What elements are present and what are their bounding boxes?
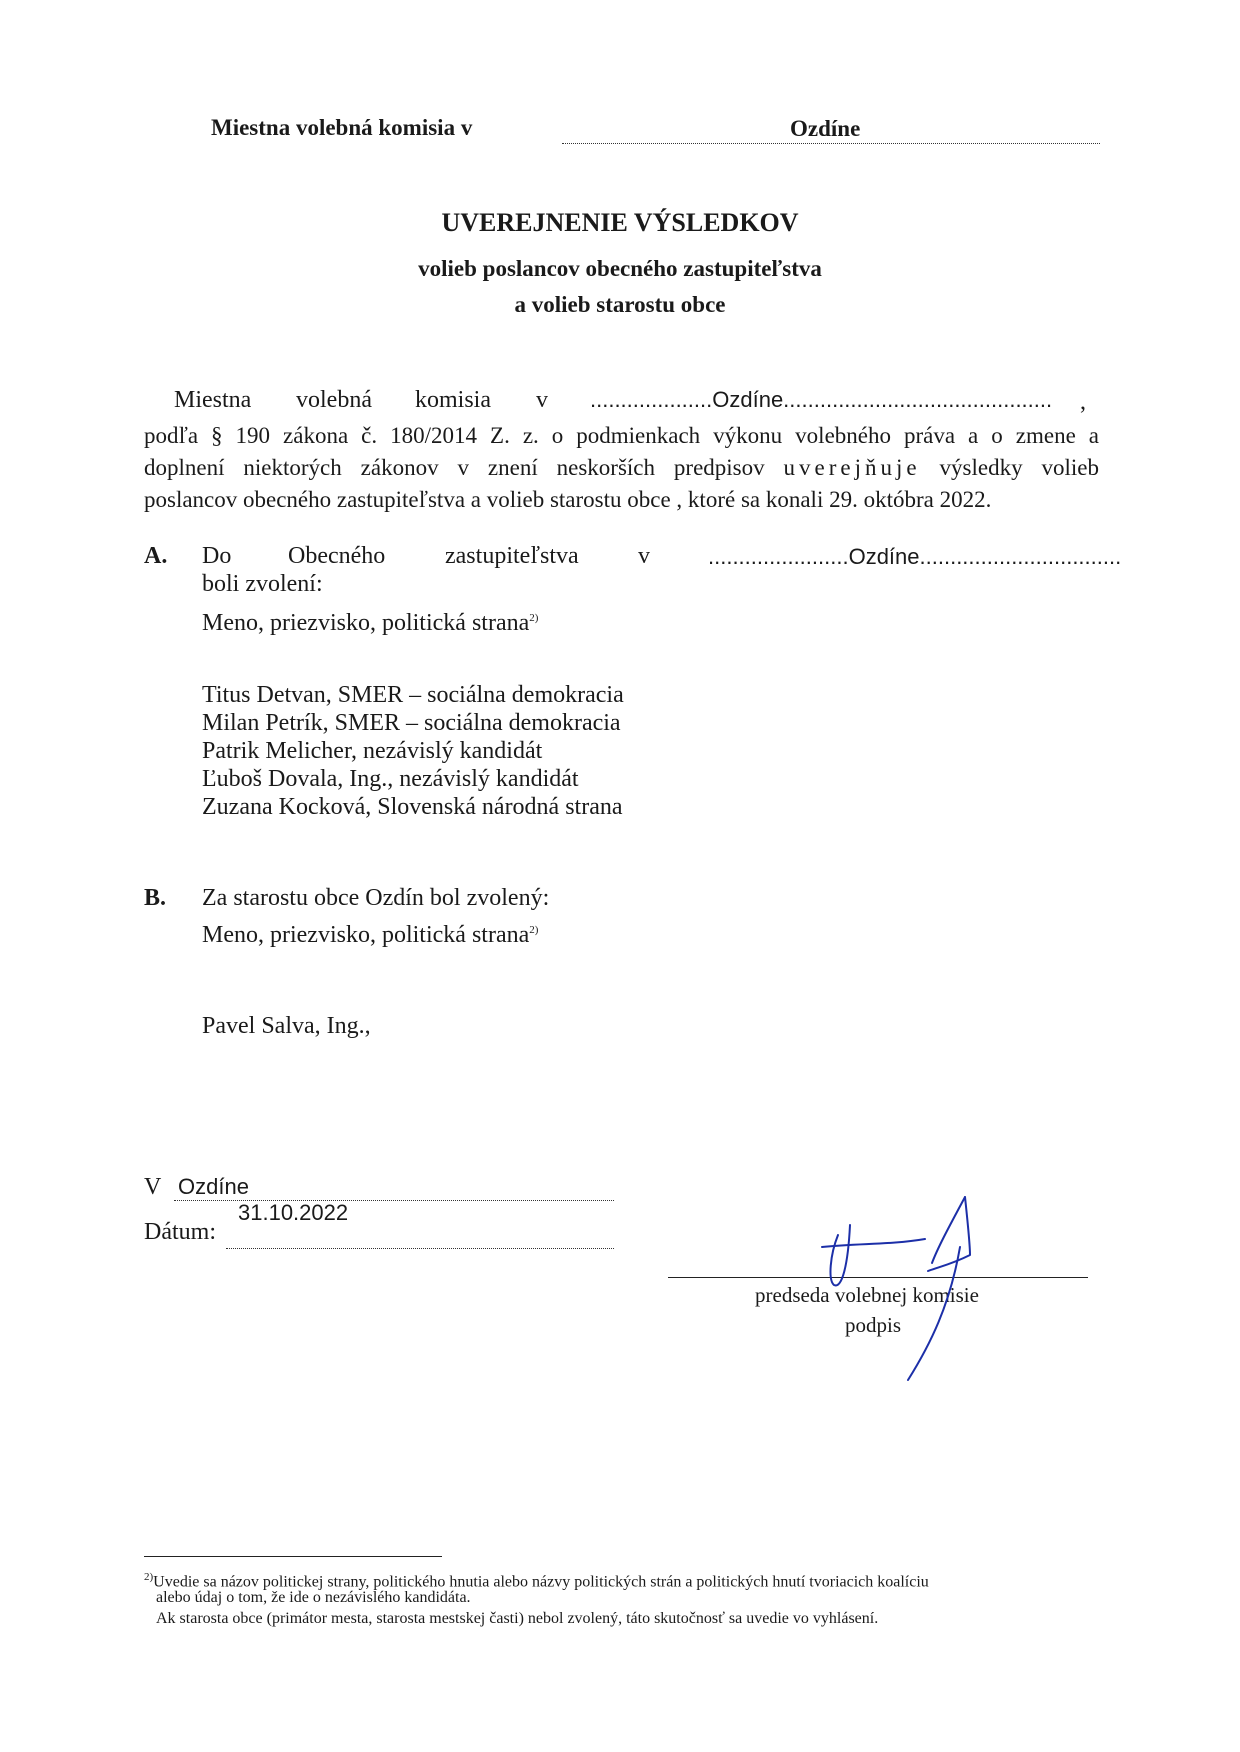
intro-word-2: volebná xyxy=(296,387,372,413)
footnote-line-1: $^{2)}$Uvedie sa názov politickej strany, politického hnutia alebo názvy politických strán a politických hnutí tvoriacich koalíciu xyxy=(144,1571,929,1591)
intro-line-4: poslancov obecného zastupiteľstva a volieb starostu obce , ktoré sa konali 29. októbra 2022. xyxy=(144,487,992,512)
date-label: Dátum: xyxy=(144,1219,216,1245)
list-item: Titus Detvan, SMER – sociálna demokracia xyxy=(202,682,624,708)
section-a-letter: A. xyxy=(144,543,168,569)
signature-caption-1: predseda volebnej komisie xyxy=(755,1283,979,1307)
mayor-name: Pavel Salva, Ing., xyxy=(202,1013,371,1039)
place-v-label: V xyxy=(144,1174,162,1200)
intro-word-1: Miestna xyxy=(174,387,252,413)
section-b-line-1: Za starostu obce Ozdín bol zvolený: xyxy=(202,885,550,911)
list-item: Milan Petrík, SMER – sociálna demokracia xyxy=(202,710,621,736)
footer-date: 31.10.2022 xyxy=(238,1200,349,1225)
header-place: Ozdíne xyxy=(790,116,861,141)
footnote-rule xyxy=(144,1556,442,1557)
intro-spaced-verb: uverejňuje xyxy=(783,455,921,480)
list-item: Zuzana Kocková, Slovenská národná strana xyxy=(202,794,623,820)
footnote-line-2: alebo údaj o tom, že ide o nezávislého kandidáta. xyxy=(156,1589,471,1606)
section-a-place: .......................Ozdíne................................. xyxy=(708,544,1122,569)
section-a-word-3: zastupiteľstva xyxy=(445,543,579,569)
footnote-line-3: Ak starosta obce (primátor mesta, starosta mestskej časti) nebol zvolený, táto skutočnosť sa uvedie vo vyhlásení. xyxy=(156,1610,879,1627)
document-title: UVEREJNENIE VÝSLEDKOV xyxy=(441,208,799,237)
intro-line-2: podľa § 190 zákona č. 180/2014 Z. z. o podmienkach výkonu volebného práva a o zmene a xyxy=(144,423,1099,448)
intro-word-3: komisia xyxy=(415,387,491,413)
intro-line-3: doplnení niektorých zákonov v znení neskorších predpisov uverejňuje výsledky volieb xyxy=(144,455,1099,480)
section-a-word-2: Obecného xyxy=(288,543,386,569)
section-a-word-4: v xyxy=(638,543,650,569)
commission-label: Miestna volebná komisia v xyxy=(211,115,473,140)
date-dotline xyxy=(226,1248,614,1249)
signature-caption-2: podpis xyxy=(845,1313,902,1337)
header-place-dotline xyxy=(562,143,1100,144)
document-subtitle-1: volieb poslancov obecného zastupiteľstva xyxy=(418,256,822,281)
document-subtitle-2: a volieb starostu obce xyxy=(514,292,726,317)
members-list xyxy=(202,681,624,821)
intro-place: ....................Ozdíne............................................ xyxy=(590,387,1053,412)
section-a-line-2: boli zvolení: xyxy=(202,571,323,597)
section-a-word-1: Do xyxy=(202,543,232,569)
section-b-letter: B. xyxy=(144,885,167,911)
section-a-label: Meno, priezvisko, politická strana$^{2)}$ xyxy=(202,610,539,636)
intro-comma: , xyxy=(1080,389,1086,415)
list-item: Ľuboš Dovala, Ing., nezávislý kandidát xyxy=(202,766,579,792)
footer-place: Ozdíne xyxy=(178,1174,249,1199)
intro-word-4: v xyxy=(536,387,548,413)
list-item: Patrik Melicher, nezávislý kandidát xyxy=(202,738,543,764)
handwritten-signature xyxy=(800,1185,1000,1385)
section-b-label: Meno, priezvisko, politická strana$^{2)}$ xyxy=(202,922,539,948)
